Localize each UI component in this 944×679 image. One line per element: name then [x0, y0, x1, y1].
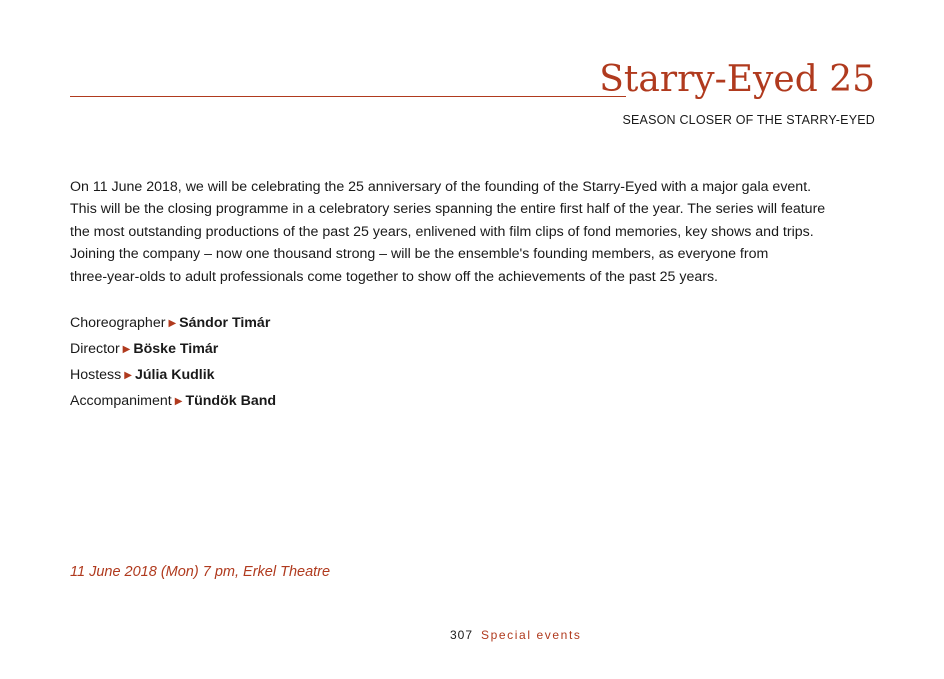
section-name: Special events	[481, 628, 582, 642]
intro-line: the most outstanding productions of the past 25 years, enlivened with film clips of fond memories, key shows and trips.	[70, 223, 814, 240]
credit-hostess	[70, 363, 276, 389]
header-rule	[70, 96, 626, 97]
page-title: Starry-Eyed 25	[599, 59, 875, 100]
credits-list	[70, 311, 276, 415]
triangle-right-icon: ▶	[168, 318, 177, 329]
page-number: 307	[450, 628, 474, 642]
intro-line: This will be the closing programme in a celebratory series spanning the entire first half of the year. The series will feature	[70, 201, 826, 218]
triangle-right-icon: ▶	[124, 370, 132, 381]
credit-name: Böske Timár	[133, 341, 219, 357]
credit-choreographer	[70, 311, 276, 337]
event-dateline: 11 June 2018 (Mon) 7 pm, Erkel Theatre	[70, 564, 331, 580]
credit-name: Júlia Kudlik	[134, 367, 215, 383]
credit-accompaniment	[70, 389, 276, 415]
intro-line: On 11 June 2018, we will be celebrating the 25 anniversary of the founding of the Starry-Eyed with a major gala event.	[70, 179, 812, 195]
credit-name: Tündök Band	[185, 393, 277, 409]
page-footer	[450, 628, 581, 642]
triangle-right-icon: ▶	[122, 344, 131, 355]
page-subtitle: SEASON CLOSER OF THE STARRY-EYED	[622, 113, 875, 127]
intro-paragraph	[70, 176, 860, 288]
intro-line: Joining the company – now one thousand strong – will be the ensemble's founding members, as everyone from	[70, 246, 769, 263]
credit-director	[70, 337, 276, 363]
credit-role: Accompaniment	[70, 393, 172, 409]
credit-name: Sándor Timár	[179, 315, 271, 331]
triangle-right-icon: ▶	[174, 396, 183, 407]
intro-line: three-year-olds to adult professionals come together to show off the achievements of the past 25 years.	[70, 268, 718, 285]
credit-role: Choreographer	[70, 315, 166, 331]
credit-role: Hostess	[70, 367, 122, 383]
credit-role: Director	[70, 341, 120, 357]
